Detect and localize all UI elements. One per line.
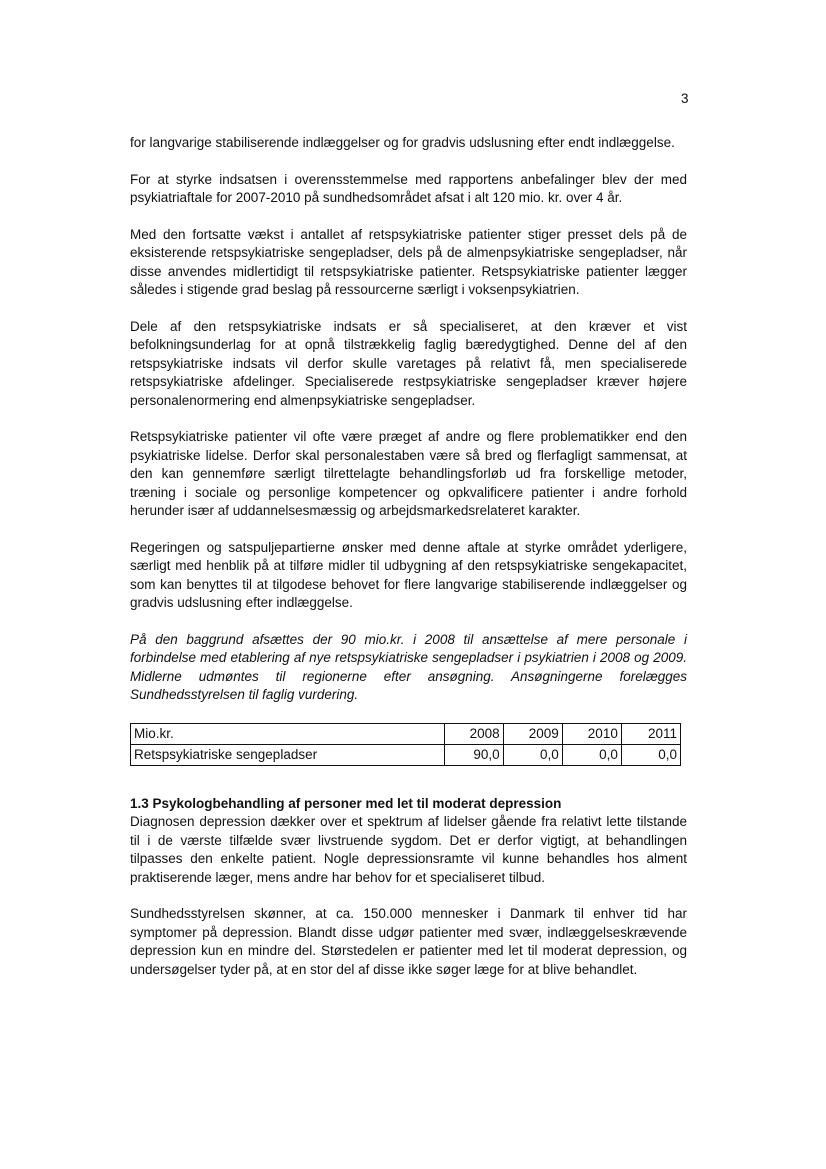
table-cell: Retspsykiatriske sengepladser: [131, 744, 445, 765]
table-header-cell: 2008: [444, 723, 503, 744]
section-heading: 1.3 Psykologbehandling af personer med let til moderat depression: [130, 795, 562, 811]
table-cell: 0,0: [503, 744, 562, 765]
page-number: 3: [681, 91, 689, 106]
paragraph: For at styrke indsatsen i overensstemmelse med rapportens anbefalinger blev der med psykiatriaftale for 2007-2010 på sundhedsområdet afsat i alt 120 mio. kr. over 4 år.: [130, 171, 687, 206]
table-row: [131, 744, 681, 765]
paragraph: Retspsykiatriske patienter vil ofte være præget af andre og flere problematikker end den psykiatriske lidelse. Derfor skal personalestaben være så bred og flerfagligt sammensat, at den kan gennemføre særligt tilrettelagte behandlingsforløb ud fra forskellige metoder, træning i sociale og personlige kompetencer og opkvalificere patienter i andre forhold herunder især af uddannelsesmæssig og arbejdsmarkedsrelateret karakter.: [130, 429, 687, 519]
paragraph: for langvarige stabiliserende indlæggelser og for gradvis udslusning efter endt indlæggelse.: [130, 135, 675, 150]
paragraph: Diagnosen depression dækker over et spektrum af lidelser gående fra relativt lette tilstande til i de værste tilfælde svær livstruende sygdom. Det er derfor vigtigt, at behandlingen tilpasses den enkelte patient. Nogle depressionsramte vil kunne behandles hos alment praktiserende læger, mens andre har behov for et specialiseret tilbud.: [130, 814, 687, 885]
table-header-cell: 2011: [621, 723, 680, 744]
budget-table: [130, 723, 681, 766]
paragraph: Sundhedsstyrelsen skønner, at ca. 150.000 mennesker i Danmark til enhver tid har symptomer på depression. Blandt disse udgør patienter med svær, indlæggelseskrævende depression kun en mindre del. Størstedelen er patienter med let til moderat depression, og undersøgelser tyder på, at en stor del af disse ikke søger læge for at blive behandlet.: [130, 906, 687, 977]
table-header-cell: Mio.kr.: [131, 723, 445, 744]
paragraph: Regeringen og satspuljepartierne ønsker med denne aftale at styrke området yderligere, særligt med henblik på at tilføre midler til udbygning af den retspsykiatriske sengekapacitet, som kan benyttes til at tilgodese behovet for flere langvarige stabiliserende indlæggelser og gradvis udslusning efter indlæggelse.: [130, 539, 687, 611]
table-cell: 0,0: [562, 744, 621, 765]
table-header-cell: 2009: [503, 723, 562, 744]
table-header-cell: 2010: [562, 723, 621, 744]
document-body: [130, 134, 687, 997]
table-cell: 0,0: [621, 744, 680, 765]
paragraph: Dele af den retspsykiatriske indsats er så specialiseret, at den kræver et vist befolkningsunderlag for at opnå tilstrækkelig faglig bæredygtighed. Denne del af den retspsykiatriske indsats vil derfor skulle varetages på relativt få, men specialiserede retspsykiatriske afdelinger. Specialiserede restpsykiatriske sengepladser kræver højere personalenormering end almenpsykiatriske sengepladser.: [130, 319, 687, 408]
paragraph: Med den fortsatte vækst i antallet af retspsykiatriske patienter stiger presset dels på de eksisterende retspsykiatriske sengepladser, dels på de almenpsykiatriske sengepladser, når disse anvendes midlertidigt til retspsykiatriske patienter. Retspsykiatriske patienter lægger således i stigende grad beslag på ressourcerne særligt i voksenpsykiatrien.: [130, 227, 687, 298]
table-cell: 90,0: [444, 744, 503, 765]
table-header-row: [131, 723, 681, 744]
funding-decision-paragraph: På den baggrund afsættes der 90 mio.kr. i 2008 til ansættelse af mere personale i forbindelse med etablering af nye retspsykiatriske sengepladser i psykiatrien i 2008 og 2009. Midlerne udmøntes til regionerne efter ansøgning. Ansøgningerne forelægges Sundhedsstyrelsen til faglig vurdering.: [130, 631, 687, 703]
